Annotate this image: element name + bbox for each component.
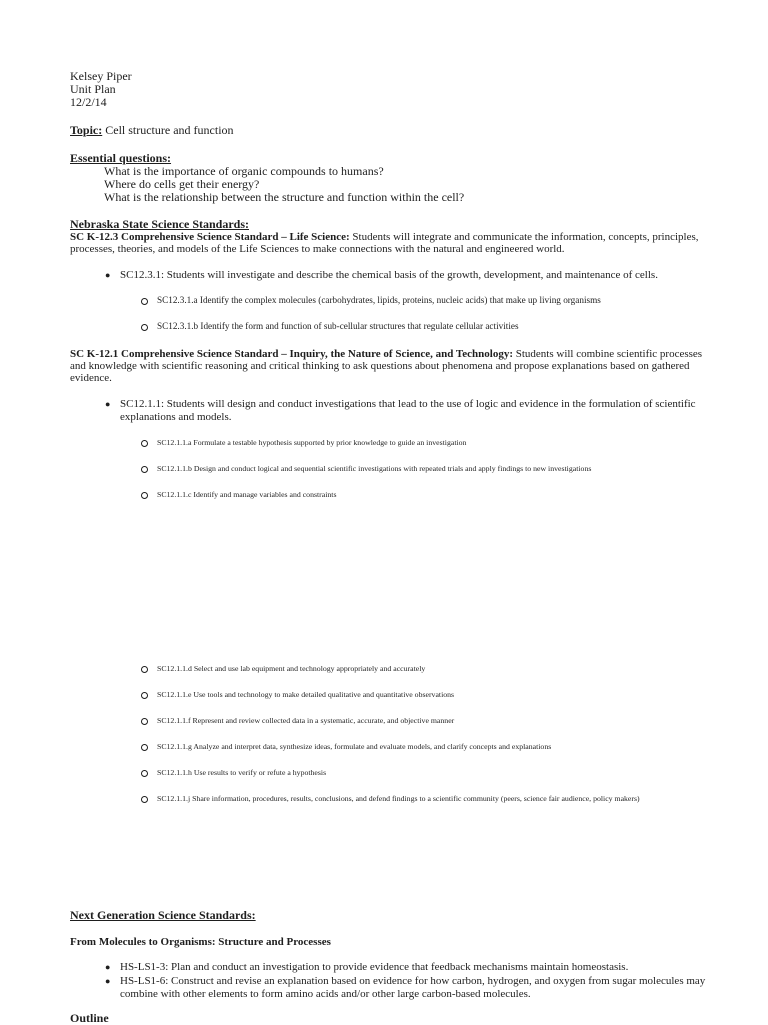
standard-text: Students will integrate and communicate the information, concepts, principles, [352,231,699,243]
circle-bullet-icon [141,466,148,473]
ngss-subheading: From Molecules to Organisms: Structure and Processes [70,936,331,948]
standard-bullet: SC12.3.1: Students will investigate and describe the chemical basis of the growth, development, and maintenance of cells. [120,269,658,281]
essential-question: Where do cells get their energy? [104,177,260,191]
bullet-icon: ● [105,270,111,280]
ngss-heading: Next Generation Science Standards: [70,908,256,922]
circle-bullet-icon [141,298,148,305]
sub-standard: SC12.1.1.g Analyze and interpret data, synthesize ideas, formulate and evaluate models, and clarify concepts and explanations [157,742,552,751]
ngss-item: HS-LS1-6: Construct and revise an explanation based on evidence for how carbon, hydrogen, and oxygen from sugar molecules may [120,975,706,987]
standard-bullet: SC12.1.1: Students will design and conduct investigations that lead to the use of logic and evidence in the formulation of scientific [120,398,696,410]
sub-standard: SC12.3.1.b Identify the form and function of sub-cellular structures that regulate cellular activities [157,321,519,331]
sub-standard: SC12.1.1.f Represent and review collected data in a systematic, accurate, and objective manner [157,716,455,725]
standard-bullet-cont: explanations and models. [120,411,232,423]
circle-bullet-icon [141,718,148,725]
standard-life-science-line2: processes, theories, and models of the Life Sciences to make connections with the natural and engineered world. [70,243,565,255]
standard-label: SC K-12.1 Comprehensive Science Standard – Inquiry, the Nature of Science, and Technology: [70,348,513,360]
sub-standard: SC12.1.1.c Identify and manage variables and constraints [157,490,337,499]
standard-text: Students will combine scientific processes [515,348,703,360]
standard-inquiry-line2: and knowledge with scientific reasoning and critical thinking to ask questions about phenomena and propose explanations based on gathered [70,360,690,372]
sub-standard: SC12.1.1.e Use tools and technology to make detailed qualitative and quantitative observations [157,690,455,699]
essential-questions-heading: Essential questions: [70,151,172,165]
bullet-icon: ● [105,976,111,986]
topic-text: Cell structure and function [105,123,234,137]
circle-bullet-icon [141,492,148,499]
sub-standard: SC12.1.1.a Formulate a testable hypothesis supported by prior knowledge to guide an investigation [157,438,467,447]
circle-bullet-icon [141,666,148,673]
sub-standard: SC12.1.1.d Select and use lab equipment and technology appropriately and accurately [157,664,426,673]
circle-bullet-icon [141,770,148,777]
sub-standard: SC12.1.1.b Design and conduct logical and sequential scientific investigations with repeated trials and apply findings to new investigations [157,464,592,473]
document-type: Unit Plan [70,82,116,96]
circle-bullet-icon [141,440,148,447]
sub-standard: SC12.1.1.h Use results to verify or refute a hypothesis [157,768,327,777]
circle-bullet-icon [141,796,148,803]
ngss-item-cont: combine with other elements to form amino acids and/or other large carbon-based molecules. [120,988,531,1000]
bullet-icon: ● [105,399,111,409]
circle-bullet-icon [141,692,148,699]
sub-standard: SC12.1.1.j Share information, procedures, results, conclusions, and defend findings to a scientific community (peers, science fair audience, policy makers) [157,794,640,803]
circle-bullet-icon [141,324,148,331]
outline-heading: Outline [70,1011,109,1025]
topic-line [70,124,234,137]
document-date: 12/2/14 [70,95,107,109]
nebraska-standards-heading: Nebraska State Science Standards: [70,217,249,231]
essential-question: What is the relationship between the structure and function within the cell? [104,190,465,204]
standard-label: SC K-12.3 Comprehensive Science Standard – Life Science: [70,231,350,243]
sub-standard: SC12.3.1.a Identify the complex molecules (carbohydrates, lipids, proteins, nucleic acids) that make up living organisms [157,295,601,305]
bullet-icon: ● [105,962,111,972]
topic-label: Topic: [70,123,103,137]
standard-inquiry-line3: evidence. [70,372,112,384]
author-name: Kelsey Piper [70,69,132,83]
ngss-item: HS-LS1-3: Plan and conduct an investigation to provide evidence that feedback mechanisms maintain homeostasis. [120,961,629,973]
essential-question: What is the importance of organic compounds to humans? [104,164,384,178]
circle-bullet-icon [141,744,148,751]
